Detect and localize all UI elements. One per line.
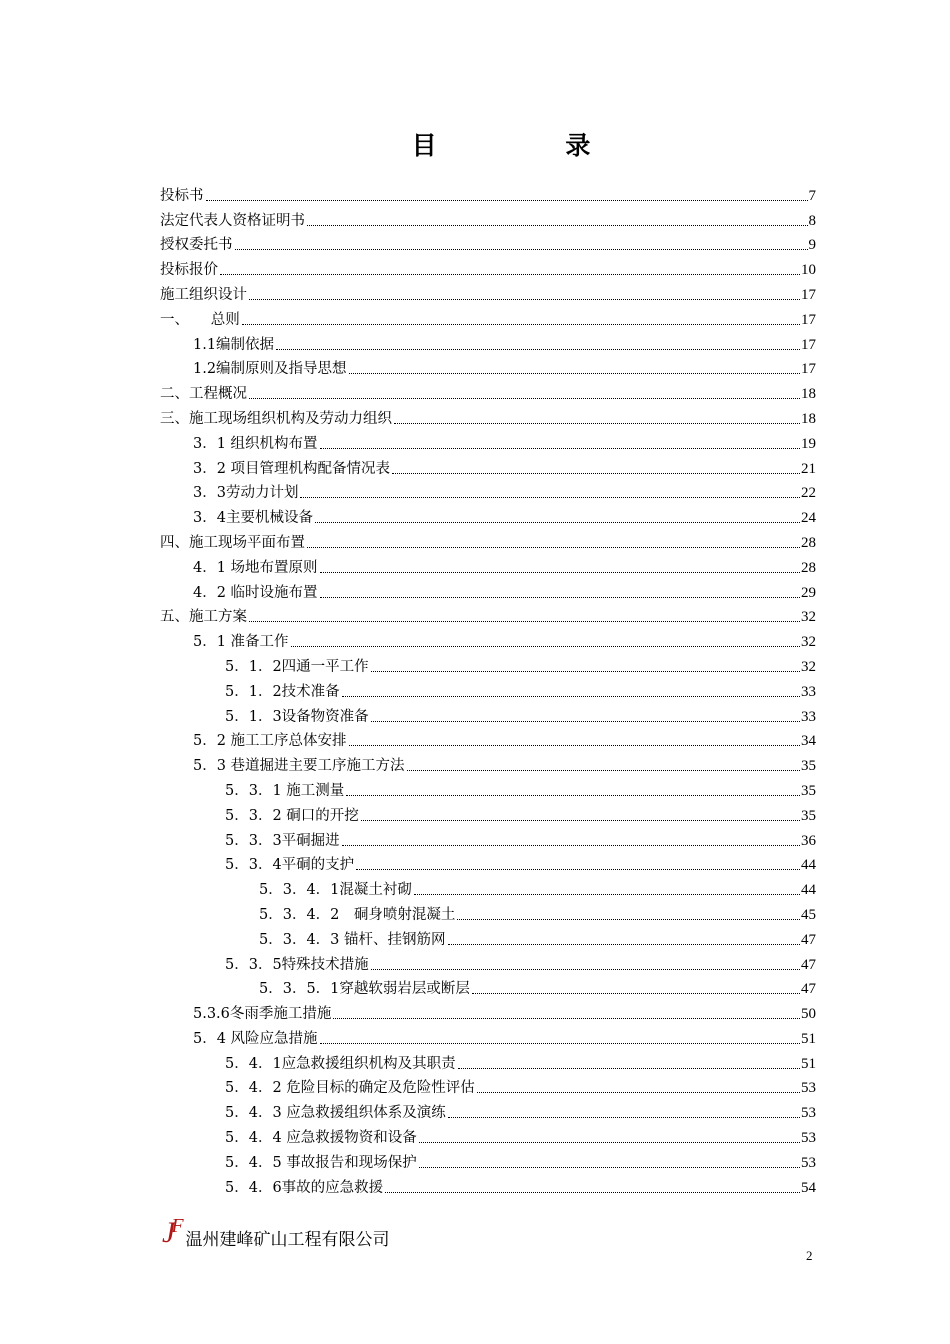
toc-entry[interactable] [160,999,816,1024]
toc-entry-page: 35 [801,807,816,824]
toc-entry-page: 19 [801,435,816,452]
toc-entry-page: 53 [801,1154,816,1171]
toc-entry-page: 7 [808,187,816,204]
company-name: 温州建峰矿山工程有限公司 [185,1230,390,1250]
toc-dot-leader [249,299,800,300]
toc-dot-leader [291,646,800,647]
toc-entry[interactable] [160,751,816,776]
toc-entry-page: 28 [801,559,816,576]
toc-dot-leader [320,597,800,598]
toc-entry-page: 22 [801,485,816,502]
toc-dot-leader [220,274,800,275]
toc-entry-label: 5．1 准备工作 [193,634,289,651]
toc-entry-label: 5．4．3 应急救援组织体系及演练 [225,1105,446,1122]
toc-dot-leader [371,721,800,722]
toc-entry-page: 34 [801,733,816,750]
toc-entry[interactable] [160,727,816,752]
toc-entry[interactable] [160,1049,816,1074]
toc-entry[interactable] [160,900,816,925]
toc-entry[interactable] [160,255,816,280]
toc-dot-leader [457,919,800,920]
page-title: 目 录 [411,131,651,160]
toc-entry-label: 5．4．1应急救援组织机构及其职责 [225,1055,456,1072]
toc-entry[interactable] [160,578,816,603]
toc-entry-label: 5．1．2技术准备 [225,683,340,700]
toc-entry[interactable] [160,528,816,553]
toc-dot-leader [346,795,800,796]
toc-dot-leader [349,745,800,746]
toc-dot-leader [477,1092,800,1093]
toc-dot-leader [342,845,800,846]
toc-entry[interactable] [160,1148,816,1173]
toc-dot-leader [206,200,808,201]
toc-dot-leader [349,373,800,374]
footer [162,1215,390,1251]
toc-entry-label: 5．3．4．2 硐身喷射混凝土 [259,906,456,923]
toc-entry[interactable] [160,181,816,206]
toc-dot-leader [307,547,800,548]
toc-entry-label: 投标报价 [160,262,218,279]
toc-entry-label: 3．4主要机械设备 [193,510,313,527]
toc-entry[interactable] [160,702,816,727]
toc-entry-page: 17 [801,286,816,303]
toc-entry-label: 5．4．5 事故报告和现场保护 [225,1154,417,1171]
toc-entry-label: 3．1 组织机构布置 [193,435,318,452]
toc-dot-leader [407,770,800,771]
toc-dot-leader [394,423,800,424]
toc-entry[interactable] [160,1123,816,1148]
toc-dot-leader [320,1043,800,1044]
toc-entry-page: 18 [801,410,816,427]
toc-entry[interactable] [160,851,816,876]
toc-dot-leader [385,1192,800,1193]
toc-entry-label: 法定代表人资格证明书 [160,212,305,229]
toc-entry-label: 5．2 施工工序总体安排 [193,733,347,750]
toc-entry[interactable] [160,206,816,231]
toc-entry[interactable] [160,603,816,628]
toc-entry-page: 21 [801,460,816,477]
toc-dot-leader [414,894,800,895]
toc-entry-page: 33 [801,708,816,725]
toc-entry-label: 三、施工现场组织机构及劳动力组织 [160,410,392,427]
table-of-contents [160,181,816,1198]
toc-entry[interactable] [160,925,816,950]
toc-dot-leader [276,349,800,350]
toc-entry-label: 4．2 临时设施布置 [193,584,318,601]
toc-entry[interactable] [160,875,816,900]
toc-entry-page: 47 [801,931,816,948]
toc-dot-leader [419,1142,800,1143]
toc-entry-label: 施工组织设计 [160,286,247,303]
toc-entry-label: 3．3劳动力计划 [193,485,299,502]
toc-dot-leader [371,671,800,672]
toc-entry-page: 51 [801,1030,816,1047]
toc-dot-leader [320,448,800,449]
toc-entry-label: 5．3 巷道掘进主要工序施工方法 [193,758,405,775]
toc-entry-label: 5．4．2 危险目标的确定及危险性评估 [225,1080,475,1097]
toc-dot-leader [300,497,800,498]
toc-entry-page: 47 [801,956,816,973]
toc-entry-page: 53 [801,1130,816,1147]
toc-dot-leader [249,398,800,399]
toc-entry-label: 5．3．5．1穿越软弱岩层或断层 [259,981,470,998]
toc-entry[interactable] [160,330,816,355]
toc-entry-page: 24 [801,510,816,527]
toc-dot-leader [448,944,800,945]
toc-entry[interactable] [160,677,816,702]
toc-entry-page: 28 [801,534,816,551]
toc-dot-leader [242,324,800,325]
toc-dot-leader [342,696,800,697]
toc-entry[interactable] [160,627,816,652]
toc-dot-leader [419,1167,800,1168]
toc-entry-page: 53 [801,1105,816,1122]
toc-entry[interactable] [160,379,816,404]
toc-entry-page: 44 [801,857,816,874]
toc-entry[interactable] [160,1173,816,1198]
toc-entry-label: 授权委托书 [160,237,233,254]
toc-entry[interactable] [160,355,816,380]
toc-entry-page: 9 [808,237,816,254]
toc-entry-label: 四、施工现场平面布置 [160,534,305,551]
toc-entry-label: 投标书 [160,187,204,204]
toc-entry-page: 45 [801,906,816,923]
toc-entry[interactable] [160,1098,816,1123]
toc-entry[interactable] [160,950,816,975]
toc-entry-page: 32 [801,609,816,626]
toc-entry[interactable] [160,801,816,826]
toc-entry[interactable] [160,776,816,801]
toc-entry[interactable] [160,454,816,479]
toc-dot-leader [458,1068,800,1069]
toc-entry-page: 17 [801,361,816,378]
toc-entry[interactable] [160,479,816,504]
toc-dot-leader [448,1117,800,1118]
toc-dot-leader [333,1018,800,1019]
toc-entry[interactable] [160,975,816,1000]
toc-dot-leader [361,820,800,821]
toc-entry-label: 1.1编制依据 [193,336,275,353]
toc-entry-label: 5．3．3平硐掘进 [225,832,340,849]
toc-entry[interactable] [160,280,816,305]
toc-entry-page: 50 [801,1006,816,1023]
toc-entry-page: 10 [801,262,816,279]
toc-entry-label: 5．1．3设备物资准备 [225,708,369,725]
toc-entry[interactable] [160,652,816,677]
toc-entry-label: 五、施工方案 [160,609,247,626]
toc-entry-label: 5．3．2 硐口的开挖 [225,807,359,824]
toc-dot-leader [235,249,808,250]
toc-entry[interactable] [160,826,816,851]
toc-entry-page: 17 [801,336,816,353]
toc-entry-label: 3．2 项目管理机构配备情况表 [193,460,391,477]
toc-entry-page: 51 [801,1055,816,1072]
toc-entry-page: 32 [801,658,816,675]
toc-entry-label: 5．4 风险应急措施 [193,1030,318,1047]
toc-dot-leader [392,473,800,474]
toc-entry-page: 18 [801,386,816,403]
company-logo: $J^F$ [162,1215,180,1249]
toc-entry-page: 29 [801,584,816,601]
toc-entry-page: 54 [801,1179,816,1196]
toc-dot-leader [371,969,800,970]
toc-dot-leader [307,225,808,226]
toc-entry-page: 33 [801,683,816,700]
toc-entry[interactable] [160,503,816,528]
toc-entry[interactable] [160,404,816,429]
toc-entry-page: 8 [808,212,816,229]
toc-entry[interactable] [160,1074,816,1099]
toc-entry-label: 5.3.6冬雨季施工措施 [193,1006,332,1023]
toc-entry-page: 35 [801,758,816,775]
toc-entry-label: 一、 总则 [160,311,240,328]
toc-entry-label: 5．1．2四通一平工作 [225,658,369,675]
toc-entry[interactable] [160,231,816,256]
toc-entry-page: 32 [801,634,816,651]
toc-entry-label: 5．4．4 应急救援物资和设备 [225,1130,417,1147]
toc-entry-label: 5．3．4．1混凝土衬砌 [259,882,412,899]
toc-entry-label: 5．3．4平硐的支护 [225,857,355,874]
toc-entry-page: 44 [801,882,816,899]
toc-entry-label: 二、工程概况 [160,386,247,403]
toc-entry-page: 47 [801,981,816,998]
toc-entry[interactable] [160,553,816,578]
toc-entry-label: 1.2编制原则及指导思想 [193,361,347,378]
toc-dot-leader [356,869,800,870]
toc-entry-page: 35 [801,782,816,799]
toc-entry-label: 5．3．4．3 锚杆、挂钢筋网 [259,931,446,948]
toc-entry-page: 36 [801,832,816,849]
page-number: 2 [806,1248,813,1263]
toc-entry-label: 5．4．6事故的应急救援 [225,1179,384,1196]
toc-entry[interactable] [160,1024,816,1049]
toc-dot-leader [472,993,800,994]
toc-entry-label: 4．1 场地布置原则 [193,559,318,576]
toc-entry-page: 53 [801,1080,816,1097]
toc-dot-leader [249,621,800,622]
toc-entry[interactable] [160,429,816,454]
toc-entry[interactable] [160,305,816,330]
toc-dot-leader [320,572,800,573]
toc-entry-page: 17 [801,311,816,328]
toc-entry-label: 5．3．5特殊技术措施 [225,956,369,973]
toc-entry-label: 5．3．1 施工测量 [225,782,345,799]
toc-dot-leader [315,522,800,523]
